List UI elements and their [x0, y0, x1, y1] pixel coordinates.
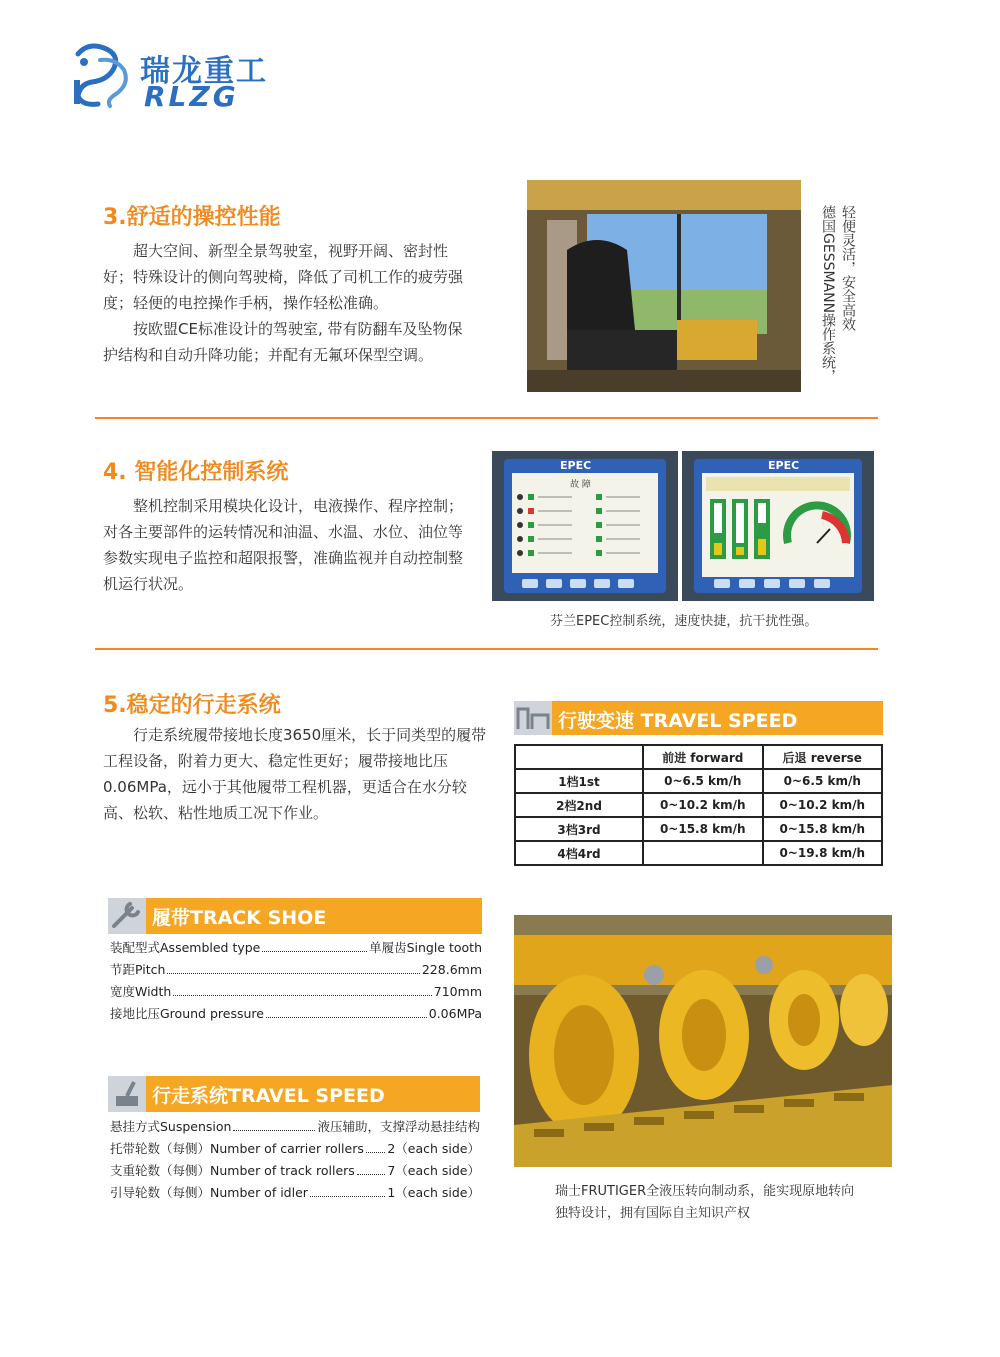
- epec-fault-screen-photo: [492, 451, 678, 601]
- section5-text: [103, 722, 493, 826]
- caption-line-2: 德国GESSMANN操作系统，: [820, 205, 836, 384]
- spec-label: 托带轮数（每侧）Number of carrier rollers: [110, 1141, 364, 1156]
- spec-value: 单履齿Single tooth: [369, 940, 482, 955]
- section4-paragraph: 整机控制采用模块化设计，电液操作、程序控制；对各主要部件的运转情况和油温、水温、水位、油位等参数实现电子监控和超限报警，准确监视并自动控制整机运行状况。: [103, 497, 464, 593]
- spec-label: 装配型式Assembled type: [110, 940, 261, 955]
- dragon-logo-icon: [70, 40, 134, 108]
- spec-label: 悬挂方式Suspension: [110, 1119, 232, 1134]
- spec-label: 接地比压Ground pressure: [110, 1006, 264, 1021]
- section3-paragraph-2: 按欧盟CE标准设计的驾驶室, 带有防翻车及坠物保护结构和自动升降功能；并配有无氟环保型空调。: [103, 320, 463, 364]
- dot-leader: [167, 959, 419, 974]
- section4-text: [103, 493, 463, 597]
- spec-row: [110, 981, 482, 1003]
- section5-title: 5.稳定的行走系统: [103, 693, 281, 718]
- section3-paragraph-1: 超大空间、新型全景驾驶室，视野开阔、密封性好；特殊设计的侧向驾驶椅，降低了司机工作的疲劳强度；轻便的电控操作手柄，操作轻松准确。: [103, 242, 464, 312]
- reverse-cell: 0~6.5 km/h: [763, 769, 883, 793]
- gear-lever-icon: [108, 1076, 146, 1112]
- track-frame-icon: [514, 701, 552, 735]
- spec-value: 228.6mm: [421, 962, 482, 977]
- dot-leader: [310, 1182, 385, 1197]
- table-header-cell: 后退 reverse: [763, 745, 883, 769]
- logo-chinese-name: 瑞龙重工: [140, 54, 268, 89]
- epec-label-left: EPEC: [560, 459, 592, 472]
- spec-row: [110, 1160, 480, 1182]
- gear-cell: 3档3rd: [515, 817, 643, 841]
- dot-leader: [266, 1003, 427, 1018]
- reverse-cell: 0~10.2 km/h: [763, 793, 883, 817]
- epec-gauge-screen-photo: [682, 451, 874, 601]
- spec-row: [110, 937, 482, 959]
- epec-label-right: EPEC: [768, 459, 800, 472]
- spec-value: 710mm: [433, 984, 482, 999]
- table-row: [515, 769, 882, 793]
- divider-1: [95, 417, 878, 419]
- dot-leader: [233, 1116, 315, 1131]
- table-header-row: [515, 745, 882, 769]
- section4-title: 4. 智能化控制系统: [103, 460, 289, 485]
- dot-leader: [173, 981, 431, 996]
- dot-leader: [262, 937, 367, 952]
- forward-cell: [643, 841, 763, 865]
- spec-label: 引导轮数（每侧）Number of idler: [110, 1185, 308, 1200]
- spec-value: 7（each side）: [387, 1163, 480, 1178]
- dot-leader: [366, 1138, 385, 1153]
- spec-row: [110, 959, 482, 981]
- table-header-cell: [515, 745, 643, 769]
- spec-row: [110, 1182, 480, 1204]
- section4-caption: 芬兰EPEC控制系统，速度快捷，抗干扰性强。: [550, 614, 818, 629]
- section3-text: [103, 238, 463, 368]
- fault-screen-heading: 故 障: [570, 480, 591, 490]
- gear-cell: 2档2nd: [515, 793, 643, 817]
- gear-cell: 1档1st: [515, 769, 643, 793]
- reverse-cell: 0~15.8 km/h: [763, 817, 883, 841]
- dot-leader: [357, 1160, 386, 1175]
- forward-cell: 0~15.8 km/h: [643, 817, 763, 841]
- logo-english-name: RLZG: [144, 80, 239, 113]
- section5-paragraph: 行走系统履带接地长度3650厘米，长于同类型的履带工程设备，附着力更大、稳定性更好；履带接地比压0.06MPa，远小于其他履带工程机器，更适合在水分较高、松软、粘性地质工况下作业。: [103, 726, 487, 822]
- travel-system-title: 行走系统TRAVEL SPEED: [152, 1085, 385, 1107]
- spec-row: [110, 1003, 482, 1025]
- caption-line-1: 轻便灵活，安全高效: [840, 205, 856, 331]
- table-row: [515, 817, 882, 841]
- track-rollers-photo: [514, 915, 892, 1167]
- travel-speed-table: [514, 744, 883, 866]
- spec-label: 节距Pitch: [110, 962, 166, 977]
- travel-speed-header: [514, 701, 883, 735]
- bottom-caption-line-2: 独特设计，拥有国际自主知识产权: [555, 1206, 751, 1221]
- divider-2: [95, 648, 878, 650]
- table-header-cell: 前进 forward: [643, 745, 763, 769]
- section3-title: 3.舒适的操控性能: [103, 205, 281, 230]
- forward-cell: 0~10.2 km/h: [643, 793, 763, 817]
- track-shoe-title: 履带TRACK SHOE: [152, 907, 327, 929]
- spec-value: 1（each side）: [387, 1185, 480, 1200]
- track-shoe-header: [108, 898, 482, 934]
- bottom-caption: [555, 1181, 854, 1225]
- spec-value: 0.06MPa: [428, 1006, 482, 1021]
- travel-system-header: [108, 1076, 480, 1112]
- travel-system-spec-list: [110, 1116, 480, 1204]
- spec-row: [110, 1138, 480, 1160]
- track-shoe-spec-list: [110, 937, 482, 1025]
- spec-row: [110, 1116, 480, 1138]
- spec-label: 支重轮数（每侧）Number of track rollers: [110, 1163, 355, 1178]
- spec-value: 液压辅助，支撑浮动悬挂结构: [317, 1119, 480, 1134]
- travel-speed-title: 行驶变速 TRAVEL SPEED: [558, 710, 798, 732]
- cab-interior-photo: [527, 180, 801, 392]
- gear-cell: 4档4rd: [515, 841, 643, 865]
- table-row: [515, 841, 882, 865]
- spec-value: 2（each side）: [387, 1141, 480, 1156]
- table-row: [515, 793, 882, 817]
- forward-cell: 0~6.5 km/h: [643, 769, 763, 793]
- reverse-cell: 0~19.8 km/h: [763, 841, 883, 865]
- wrench-icon: [108, 898, 146, 934]
- bottom-caption-line-1: 瑞士FRUTIGER全液压转向制动系，能实现原地转向: [555, 1184, 855, 1199]
- spec-label: 宽度Width: [110, 984, 172, 999]
- section3-vertical-caption: [818, 205, 858, 383]
